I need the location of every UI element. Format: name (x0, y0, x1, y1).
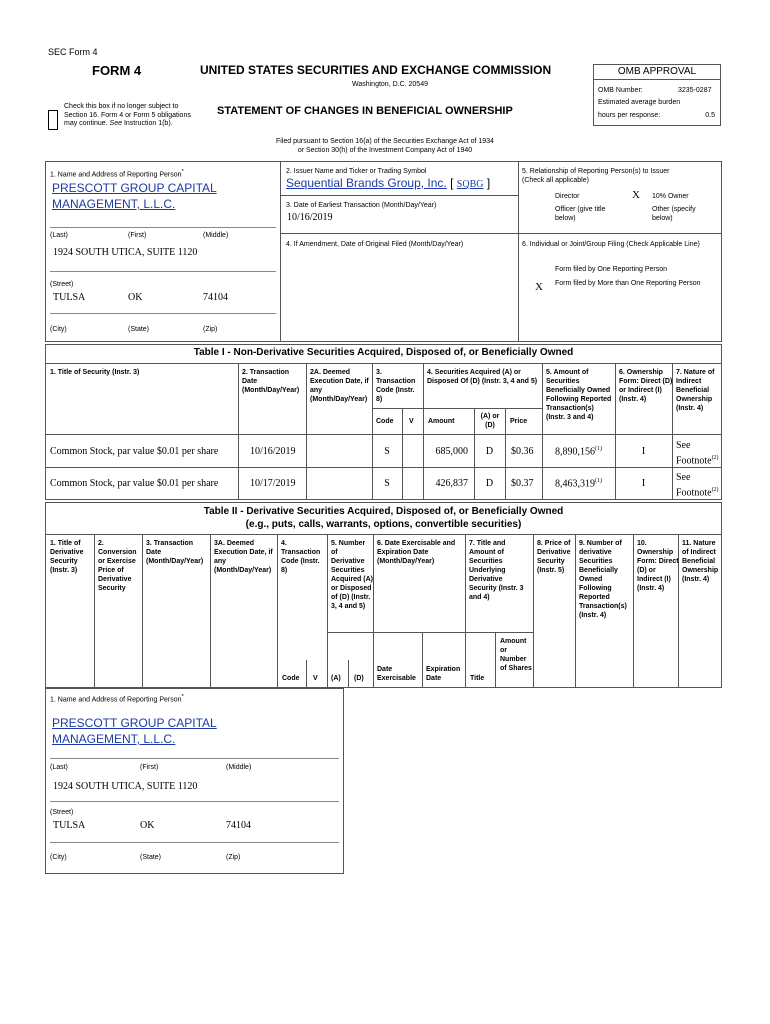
reporter-name[interactable]: PRESCOTT GROUP CAPITAL MANAGEMENT, L.L.C. (52, 181, 217, 211)
issuer-name-row: Sequential Brands Group, Inc. [ SQBG ] (286, 176, 491, 190)
more-person-option: Form filed by More than One Reporting Person (555, 280, 701, 287)
no-longer-subject-checkbox[interactable] (48, 110, 58, 130)
omb-title: OMB APPROVAL (594, 65, 720, 80)
form-title: FORM 4 (92, 63, 142, 78)
t2-col-underlying: 7. Title and Amount of Securities Underlying Derivative Security (Instr. 3 and 4) (469, 540, 524, 601)
checkbox-text: Check this box if no longer subject to Section 16. Form 4 or Form 5 obligations may continue. See Instruction 1(b). (64, 103, 191, 127)
amendment-label: 4. If Amendment, Date of Original Filed (Month/Day/Year) (286, 241, 464, 248)
filed-pursuant-1: Filed pursuant to Section 16(a) of the Securities Exchange Act of 1934 (276, 138, 494, 145)
t2-sub-expiration: Expiration Date (426, 666, 461, 682)
street-label-2: (Street) (50, 809, 74, 816)
t1-row1-title: Common Stock, par value $0.01 per share (50, 446, 219, 457)
t2-col-exercisable: 6. Date Exercisable and Expiration Date (Month/Day/Year) (377, 540, 456, 565)
state-label-2: (State) (140, 854, 162, 861)
t1-row2-price: $0.37 (511, 478, 534, 489)
t2-col-price: 8. Price of Derivative Security (Instr. 5) (537, 540, 571, 574)
t2-sub-v: V (313, 675, 318, 682)
issuer-ticker-link[interactable]: SQBG (456, 179, 484, 190)
t1-col-deemed: 2A. Deemed Execution Date, if any (Month/Day/Year) (310, 369, 369, 403)
t2-col-conversion: 2. Conversion or Exercise Price of Derivative Security (98, 540, 137, 592)
first-label-2: (First) (140, 764, 159, 771)
omb-number-label: OMB Number: (598, 87, 643, 94)
one-person-option: Form filed by One Reporting Person (555, 266, 668, 273)
more-person-mark[interactable]: X (535, 281, 543, 293)
t2-col-number: 5. Number of Derivative Securities Acquired (A) or Disposed of (D) (Instr. 3, 4 and 5) (331, 540, 373, 610)
t1-row2-amount: 426,837 (435, 478, 468, 489)
last-label-2: (Last) (50, 764, 68, 771)
t2-col-date: 3. Transaction Date (Month/Day/Year) (146, 540, 204, 565)
ten-owner-mark[interactable]: X (632, 189, 640, 201)
t1-sub-code: Code (376, 418, 394, 425)
t1-sub-amount: Amount (428, 418, 455, 425)
filed-pursuant-2: or Section 30(h) of the Investment Company Act of 1940 (297, 147, 473, 154)
t1-row2-code: S (384, 478, 390, 489)
state-label: (State) (128, 326, 150, 333)
table1-title: Table I - Non-Derivative Securities Acquired, Disposed of, or Beneficially Owned (193, 347, 574, 358)
other-option: Other (specify below) (652, 206, 696, 222)
t2-sub-d: (D) (354, 675, 364, 682)
sec-form-label: SEC Form 4 (48, 47, 98, 57)
relationship-label2: (Check all applicable) (522, 177, 589, 184)
agency-location: Washington, D.C. 20549 (351, 81, 428, 88)
t1-col-date: 2. Transaction Date (Month/Day/Year) (242, 369, 300, 394)
t2-sub-title: Title (470, 675, 485, 682)
reporter-label: 1. Name and Address of Reporting Person* (50, 169, 184, 179)
t2-col-ownership: 10. Ownership Form: Direct (D) or Indirect (I) (Instr. 4) (637, 540, 679, 592)
t1-row1-amount: 685,000 (435, 446, 468, 457)
t2-col-derivative-owned: 9. Number of derivative Securities Beneficially Owned Following Reported Transaction(s) (Instr. 4) (579, 540, 627, 619)
reporter2-label: 1. Name and Address of Reporting Person* (50, 694, 184, 704)
t1-row1-form: I (641, 446, 646, 457)
t1-row2-nature: See Footnote$^{(2)}$ (676, 472, 719, 499)
city-label-2: (City) (50, 854, 67, 861)
issuer-name-link[interactable]: Sequential Brands Group, Inc. (286, 176, 447, 190)
t1-row2-date: 10/17/2019 (250, 478, 296, 489)
t1-col-acquired: 4. Securities Acquired (A) or Disposed Of (D) (Instr. 3, 4 and 5) (427, 369, 538, 385)
t1-row1-code: S (384, 446, 390, 457)
t1-row2-form: I (641, 478, 646, 489)
middle-label-2: (Middle) (226, 764, 252, 771)
reporter-address: 1924 SOUTH UTICA, SUITE 1120 (53, 247, 198, 258)
reporter2-zip: 74104 (226, 820, 251, 831)
omb-hours-label: hours per response: (598, 112, 661, 119)
reporter-state: OK (128, 292, 143, 303)
zip-label-2: (Zip) (226, 854, 241, 861)
t2-sub-code: Code (282, 675, 300, 682)
filing-label: 6. Individual or Joint/Group Filing (Check Applicable Line) (522, 241, 700, 248)
t1-col-amount-owned: 5. Amount of Securities Beneficially Owned Following Reported Transaction(s) (Instr. 3 and 4) (546, 369, 612, 421)
t1-col-nature: 7. Nature of Indirect Beneficial Ownership (Instr. 4) (676, 369, 715, 412)
reporter2-address: 1924 SOUTH UTICA, SUITE 1120 (53, 781, 198, 792)
earliest-date-label: 3. Date of Earliest Transaction (Month/Day/Year) (286, 202, 437, 209)
t1-col-code: 3. Transaction Code (Instr. 8) (376, 369, 416, 403)
t1-col-title: 1. Title of Security (Instr. 3) (50, 369, 140, 376)
t1-row1-price: $0.36 (511, 446, 534, 457)
middle-label: (Middle) (203, 232, 229, 239)
reporter2-name[interactable]: PRESCOTT GROUP CAPITAL MANAGEMENT, L.L.C. (52, 716, 217, 746)
t1-sub-v: V (409, 418, 414, 425)
t1-row1-nature: See Footnote$^{(2)}$ (676, 440, 719, 467)
table2-title1: Table II - Derivative Securities Acquired, Disposed of, or Beneficially Owned (203, 506, 564, 517)
omb-burden-label: Estimated average burden (598, 99, 681, 106)
t1-row1-owned: 8,890,156$^{(1)}$ (555, 446, 602, 458)
t2-col-code: 4. Transaction Code (Instr. 8) (281, 540, 321, 574)
t1-row1-aord: D (485, 446, 494, 457)
street-label: (Street) (50, 281, 74, 288)
t2-sub-a: (A) (331, 675, 341, 682)
table2-title2: (e.g., puts, calls, warrants, options, convertible securities) (245, 519, 522, 530)
t1-row1-date: 10/16/2019 (250, 446, 296, 457)
reporter2-city: TULSA (53, 820, 86, 831)
reporter2-state: OK (140, 820, 155, 831)
t1-row2-owned: 8,463,319$^{(1)}$ (555, 478, 602, 490)
t1-sub-aord: (A) or (D) (480, 413, 500, 429)
omb-number-value: 3235-0287 (678, 87, 712, 94)
ten-owner-option: 10% Owner (652, 193, 689, 200)
last-label: (Last) (50, 232, 68, 239)
t1-sub-price: Price (510, 418, 528, 425)
zip-label: (Zip) (203, 326, 218, 333)
t2-sub-amount: Amount or Number of Shares (500, 638, 532, 672)
reporter-city: TULSA (53, 292, 86, 303)
t2-col-title: 1. Title of Derivative Security (Instr. 3) (50, 540, 84, 574)
t1-row2-title: Common Stock, par value $0.01 per share (50, 478, 219, 489)
officer-option: Officer (give title below) (555, 206, 606, 222)
omb-hours-value: 0.5 (705, 112, 715, 119)
city-label: (City) (50, 326, 67, 333)
t2-col-nature: 11. Nature of Indirect Beneficial Ownership (Instr. 4) (682, 540, 719, 583)
t1-row2-aord: D (485, 478, 494, 489)
first-label: (First) (128, 232, 147, 239)
issuer-label: 2. Issuer Name and Ticker or Trading Symbol (286, 168, 427, 175)
t2-sub-exercisable: Date Exercisable (377, 666, 416, 682)
reporter-zip: 74104 (203, 292, 228, 303)
t2-col-deemed: 3A. Deemed Execution Date, if any (Month/Day/Year) (214, 540, 273, 574)
t1-col-ownership: 6. Ownership Form: Direct (D) or Indirect (I) (Instr. 4) (619, 369, 673, 403)
earliest-date-value: 10/16/2019 (287, 212, 333, 223)
agency-title: UNITED STATES SECURITIES AND EXCHANGE COMMISSION (200, 63, 552, 77)
relationship-label: 5. Relationship of Reporting Person(s) to Issuer (522, 168, 670, 175)
director-option: Director (555, 193, 580, 200)
statement-title: STATEMENT OF CHANGES IN BENEFICIAL OWNERSHIP (217, 105, 513, 117)
